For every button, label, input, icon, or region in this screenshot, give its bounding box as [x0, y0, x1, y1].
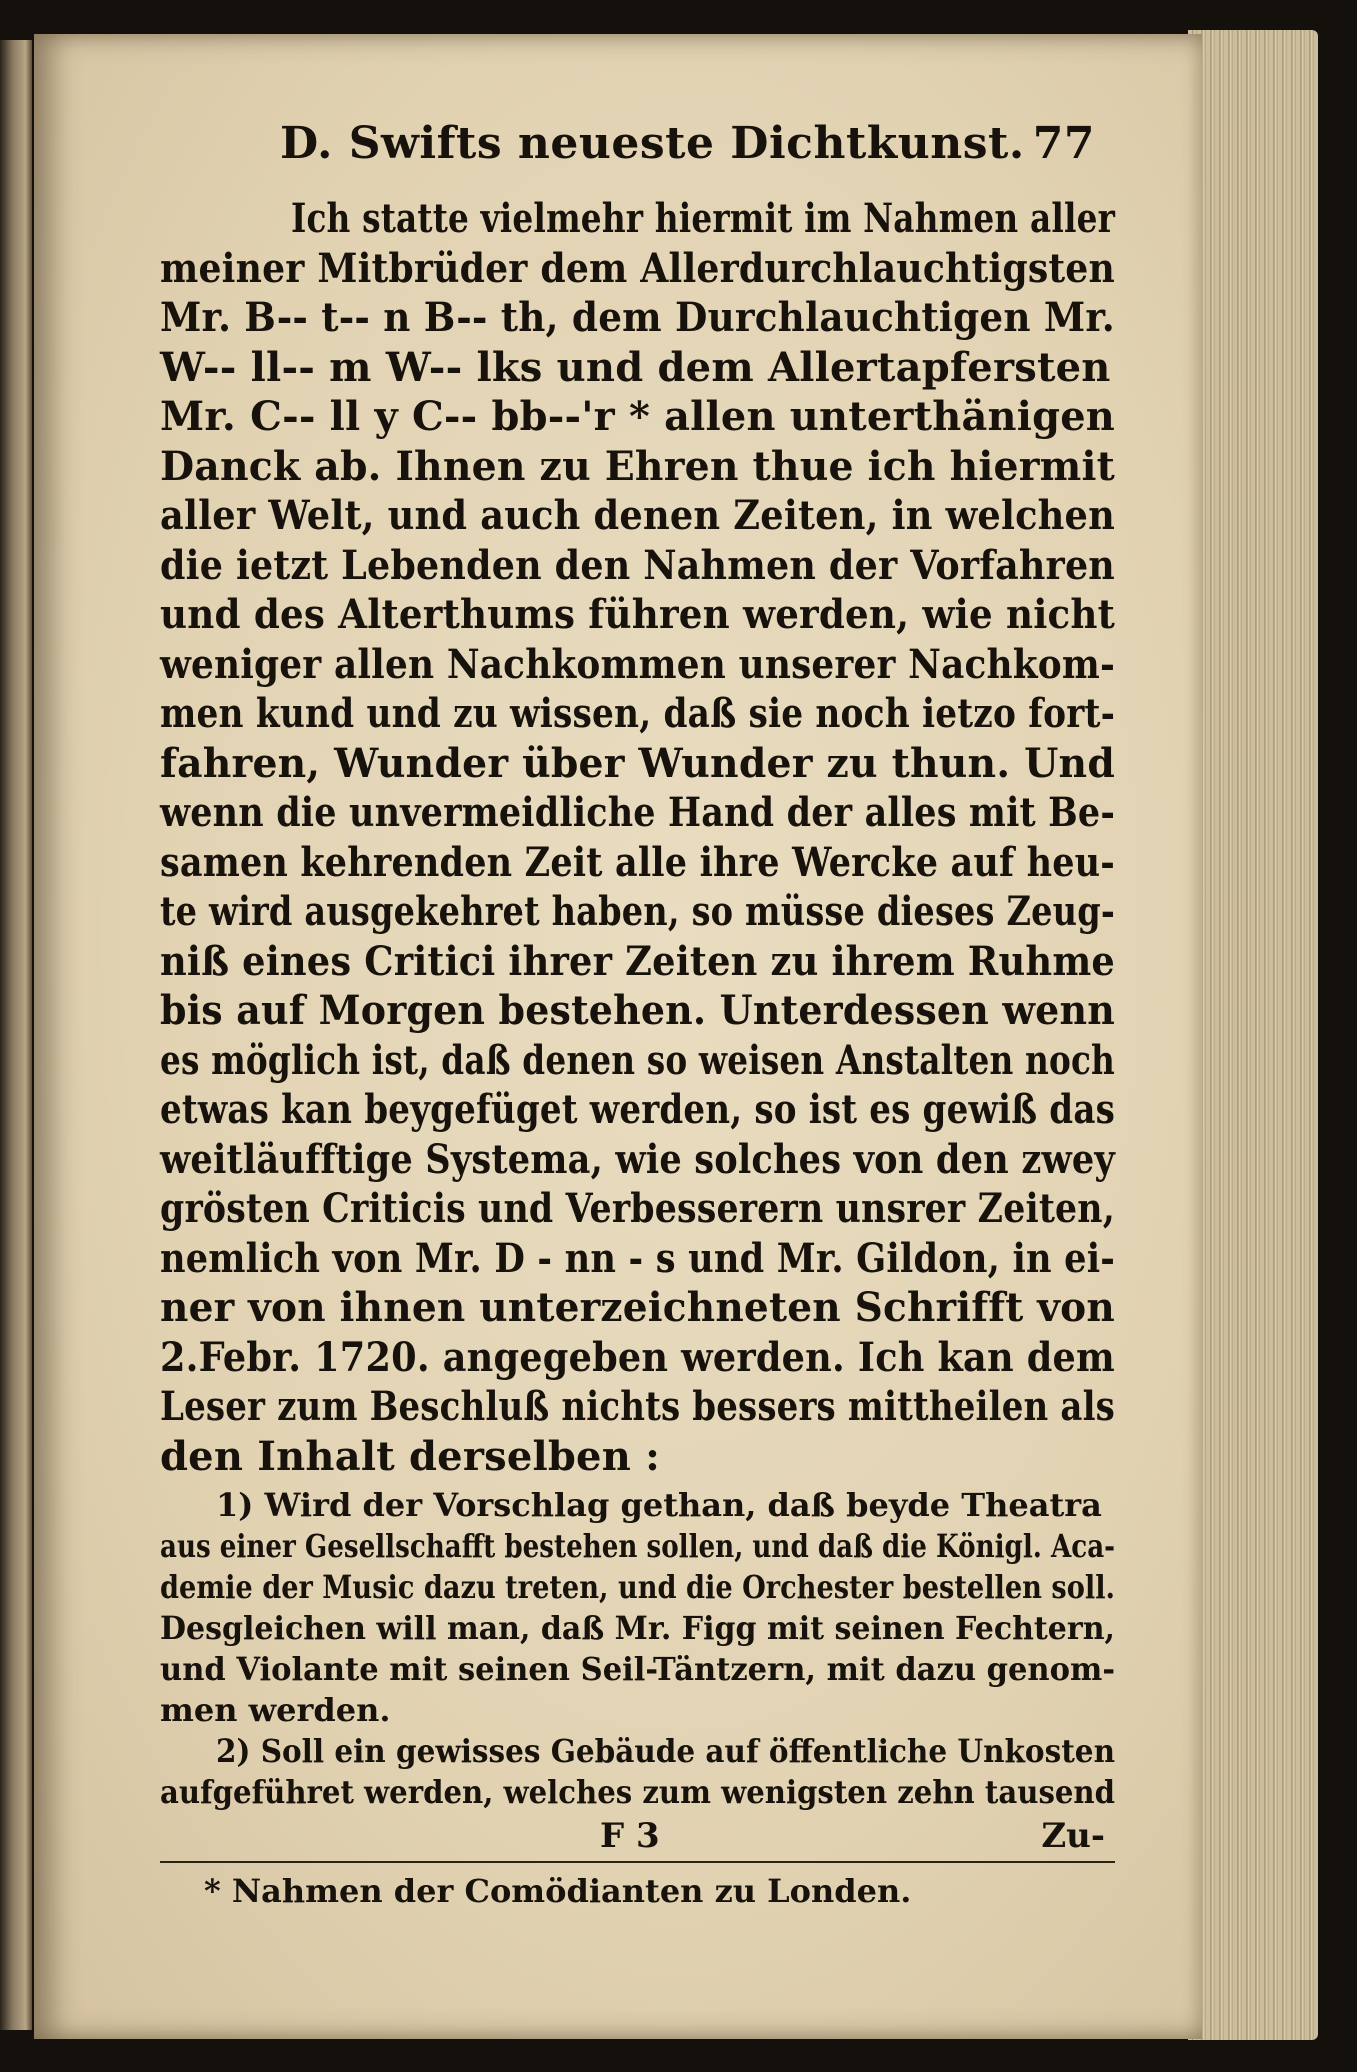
text-line: weitläufftige Systema, wie solches von den zwey: [160, 1135, 1115, 1183]
text-line: 2.Febr. 1720. angegeben werden. Ich kan dem: [160, 1333, 1115, 1381]
text-line: niß eines Critici ihrer Zeiten zu ihrem Ruhme: [160, 937, 1115, 985]
text-line: ner von ihnen unterzeichneten Schrifft von: [160, 1284, 1115, 1331]
running-header: [160, 118, 1115, 194]
text-line: W-- ll-- m W-- lks und dem Allertapfersten: [160, 343, 1111, 391]
text-line: meiner Mitbrüder dem Allerdurchlauchtigsten: [160, 244, 1115, 292]
text-line: grösten Criticis und Verbesserern unsrer Zeiten,: [160, 1185, 1115, 1232]
body-paragraph: [160, 194, 1115, 1481]
proposal-line: demie der Music dazu treten, und die Orchester bestellen soll.: [160, 1568, 1115, 1606]
text-line: Danck ab. Ihnen zu Ehren thue ich hiermit: [160, 442, 1115, 490]
text-line: Mr. C-- ll y C-- bb--'r * allen unterthänigen: [160, 393, 1115, 440]
footnote-rule: [160, 1861, 1115, 1863]
proposal-line: aus einer Gesellschafft bestehen sollen, und daß die Königl. Aca-: [160, 1527, 1115, 1565]
text-line: etwas kan beygefüget werden, so ist es gewiß das: [160, 1086, 1115, 1133]
text-line: es möglich ist, daß denen so weisen Anstalten noch: [160, 1036, 1115, 1084]
text-line: fahren, Wunder über Wunder zu thun. Und: [160, 739, 1115, 787]
text-line: samen kehrenden Zeit alle ihre Wercke auf heu-: [160, 838, 1115, 886]
text-line: men kund und zu wissen, daß sie noch ietzo fort-: [160, 690, 1115, 737]
proposal-line: aufgeführet werden, welches zum wenigsten zehn tausend: [160, 1773, 1115, 1811]
proposal-line: 1) Wird der Vorschlag gethan, daß beyde Theatra: [216, 1486, 1102, 1524]
proposal-line: und Violante mit seinen Seil-Täntzern, mit dazu genom-: [160, 1650, 1115, 1688]
text-line: die ietzt Lebenden den Nahmen der Vorfahren: [160, 541, 1115, 589]
text-line: und des Alterthums führen werden, wie nicht: [160, 591, 1115, 638]
text-line: Leser zum Beschluß nichts bessers mittheilen als: [160, 1383, 1115, 1430]
book-page: [34, 34, 1202, 2039]
previous-page-edge: [0, 40, 32, 2030]
numbered-proposals: [160, 1485, 1115, 1813]
text-line: wenn die unvermeidliche Hand der alles mit Be-: [160, 789, 1115, 836]
proposal-line: 2) Soll ein gewisses Gebäude auf öffentliche Unkosten: [216, 1732, 1115, 1770]
page-number: 77: [1032, 118, 1095, 169]
proposal-line: men werden.: [160, 1691, 391, 1729]
running-head-title: D. Swifts neueste Dichtkunst.: [280, 118, 1025, 169]
text-line: Ich statte vielmehr hiermit im Nahmen aller: [290, 195, 1115, 242]
footnote: * Nahmen der Comödianten zu Londen.: [204, 1872, 912, 1910]
page-block-edges: [1188, 30, 1318, 2040]
proposal-line: Desgleichen will man, daß Mr. Figg mit seinen Fechtern,: [160, 1609, 1115, 1647]
text-line: weniger allen Nachkommen unserer Nachkom-: [160, 640, 1115, 688]
text-line: te wird ausgekehret haben, so müsse dieses Zeug-: [160, 888, 1115, 935]
text-line: aller Welt, und auch denen Zeiten, in welchen: [160, 492, 1115, 539]
text-line: Mr. B-- t-- n B-- th, dem Durchlauchtigen Mr.: [160, 294, 1115, 341]
catchword: Zu-: [1041, 1816, 1105, 1856]
page-text-block: [160, 118, 1115, 1911]
signature-mark: F 3: [600, 1816, 660, 1856]
text-line: bis auf Morgen bestehen. Unterdessen wenn: [160, 987, 1115, 1034]
text-line: nemlich von Mr. D - nn - s und Mr. Gildon, in ei-: [160, 1234, 1115, 1282]
text-line: den Inhalt derselben :: [160, 1432, 661, 1480]
signature-row: [160, 1813, 1115, 1859]
